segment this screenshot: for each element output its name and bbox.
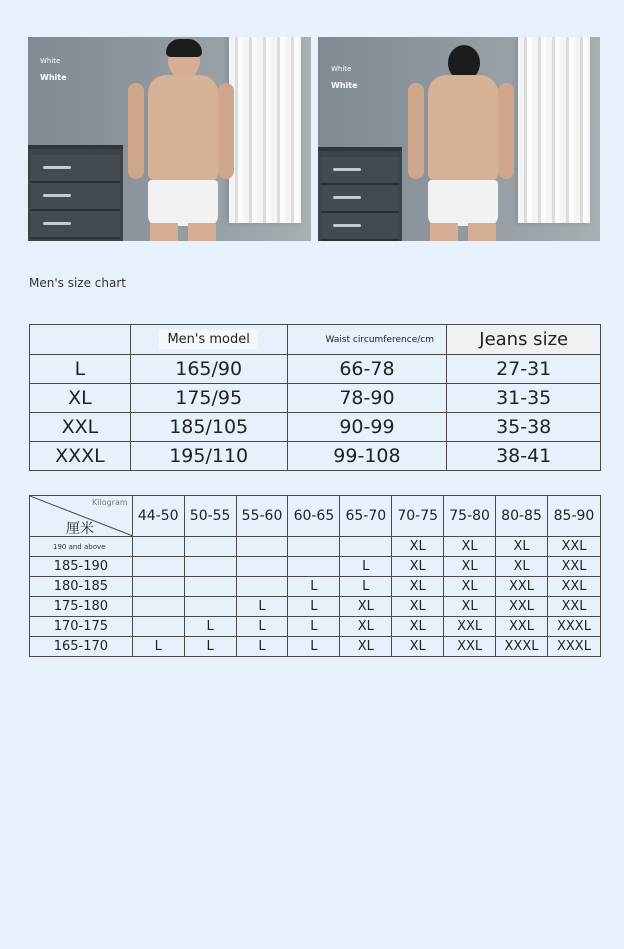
waist-cell: 78-90 — [287, 384, 447, 413]
jeans-cell: 35-38 — [447, 413, 601, 442]
size-cell: L — [340, 577, 392, 597]
waist-cell: 66-78 — [287, 355, 447, 384]
model-cell: 185/105 — [130, 413, 287, 442]
curtain — [229, 37, 301, 223]
dresser — [28, 145, 123, 241]
size-cell — [236, 537, 288, 557]
size-cell: XL — [444, 577, 496, 597]
model-cell: 195/110 — [130, 442, 287, 471]
size-cell: XL — [392, 637, 444, 657]
model-front — [128, 37, 238, 241]
jeans-cell: 31-35 — [447, 384, 601, 413]
size-row — [30, 442, 601, 471]
size-cell: XXXL — [496, 637, 548, 657]
size-cell: XXL — [547, 597, 600, 617]
size-cell: XXL — [444, 617, 496, 637]
model-cell: 175/95 — [130, 384, 287, 413]
height-label: 170-175 — [30, 617, 133, 637]
size-label: XXXL — [30, 442, 131, 471]
size-cell: XXXL — [547, 637, 600, 657]
header-jeans-size: Jeans size — [447, 325, 601, 355]
color-label: White — [331, 81, 358, 90]
waist-cell: 90-99 — [287, 413, 447, 442]
height-label: 190 and above — [30, 537, 133, 557]
size-cell — [184, 537, 236, 557]
curtain — [518, 37, 590, 223]
weight-header: 60-65 — [288, 496, 340, 537]
color-label: White — [40, 73, 67, 82]
size-cell: L — [236, 617, 288, 637]
section-title: Men's size chart — [29, 276, 126, 290]
size-cell — [340, 537, 392, 557]
color-label-small: White — [40, 57, 61, 65]
height-label: 180-185 — [30, 577, 133, 597]
size-cell: XL — [340, 597, 392, 617]
weight-header: 44-50 — [132, 496, 184, 537]
size-cell — [132, 577, 184, 597]
weight-header: 50-55 — [184, 496, 236, 537]
size-cell: L — [288, 577, 340, 597]
back-view-photo — [318, 37, 600, 241]
height-row — [30, 617, 601, 637]
size-cell: XL — [444, 557, 496, 577]
size-cell — [288, 557, 340, 577]
size-cell: XL — [392, 537, 444, 557]
corner-cm: 厘米 — [66, 521, 94, 537]
size-cell: XL — [444, 537, 496, 557]
height-row — [30, 637, 601, 657]
corner-cell — [30, 496, 133, 537]
color-label-small: White — [331, 65, 352, 73]
size-label: XXL — [30, 413, 131, 442]
size-cell: XL — [340, 637, 392, 657]
jeans-cell: 27-31 — [447, 355, 601, 384]
size-cell: XXL — [496, 577, 548, 597]
size-cell: L — [184, 617, 236, 637]
waist-cell: 99-108 — [287, 442, 447, 471]
header-waist: Waist circumference/cm — [287, 325, 447, 355]
dresser — [318, 147, 402, 241]
size-cell — [132, 537, 184, 557]
height-row — [30, 557, 601, 577]
size-cell: L — [132, 637, 184, 657]
size-cell: XL — [392, 557, 444, 577]
height-label: 185-190 — [30, 557, 133, 577]
size-row — [30, 384, 601, 413]
model-cell: 165/90 — [130, 355, 287, 384]
size-cell — [132, 617, 184, 637]
size-cell: L — [340, 557, 392, 577]
size-cell — [184, 557, 236, 577]
height-label: 165-170 — [30, 637, 133, 657]
size-row — [30, 355, 601, 384]
size-cell: L — [288, 637, 340, 657]
size-cell: XXL — [547, 577, 600, 597]
weight-header: 70-75 — [392, 496, 444, 537]
size-cell: XL — [392, 577, 444, 597]
size-cell: XXXL — [547, 617, 600, 637]
size-cell — [184, 577, 236, 597]
model-back — [408, 37, 518, 241]
size-cell — [184, 597, 236, 617]
size-cell: L — [184, 637, 236, 657]
size-cell: XXL — [496, 597, 548, 617]
size-label: XL — [30, 384, 131, 413]
size-cell: XL — [392, 617, 444, 637]
size-cell — [236, 577, 288, 597]
header-cell — [30, 325, 131, 355]
weight-height-table — [29, 495, 601, 657]
weight-header: 65-70 — [340, 496, 392, 537]
corner-kilogram: Kilogram — [92, 498, 128, 507]
size-table-header — [30, 325, 601, 355]
size-cell — [132, 597, 184, 617]
size-cell: XL — [444, 597, 496, 617]
weight-header: 75-80 — [444, 496, 496, 537]
height-label: 175-180 — [30, 597, 133, 617]
size-cell: XXL — [444, 637, 496, 657]
weight-header: 55-60 — [236, 496, 288, 537]
product-photos — [28, 37, 600, 241]
header-mens-model: Men's model — [159, 330, 257, 349]
weight-header-row — [30, 496, 601, 537]
height-row — [30, 577, 601, 597]
size-cell: XXL — [496, 617, 548, 637]
size-cell: L — [288, 597, 340, 617]
size-cell: XXL — [547, 537, 600, 557]
weight-header: 80-85 — [496, 496, 548, 537]
size-cell: L — [288, 617, 340, 637]
size-row — [30, 413, 601, 442]
size-cell: XL — [496, 537, 548, 557]
header-cell — [130, 325, 287, 355]
size-cell — [288, 537, 340, 557]
size-cell — [236, 557, 288, 577]
size-cell — [132, 557, 184, 577]
height-row — [30, 537, 601, 557]
size-cell: XXL — [547, 557, 600, 577]
size-label: L — [30, 355, 131, 384]
size-cell: L — [236, 637, 288, 657]
size-cell: L — [236, 597, 288, 617]
weight-header: 85-90 — [547, 496, 600, 537]
height-row — [30, 597, 601, 617]
size-cell: XL — [392, 597, 444, 617]
size-cell: XL — [496, 557, 548, 577]
jeans-cell: 38-41 — [447, 442, 601, 471]
size-table — [29, 324, 601, 471]
front-view-photo — [28, 37, 311, 241]
size-cell: XL — [340, 617, 392, 637]
